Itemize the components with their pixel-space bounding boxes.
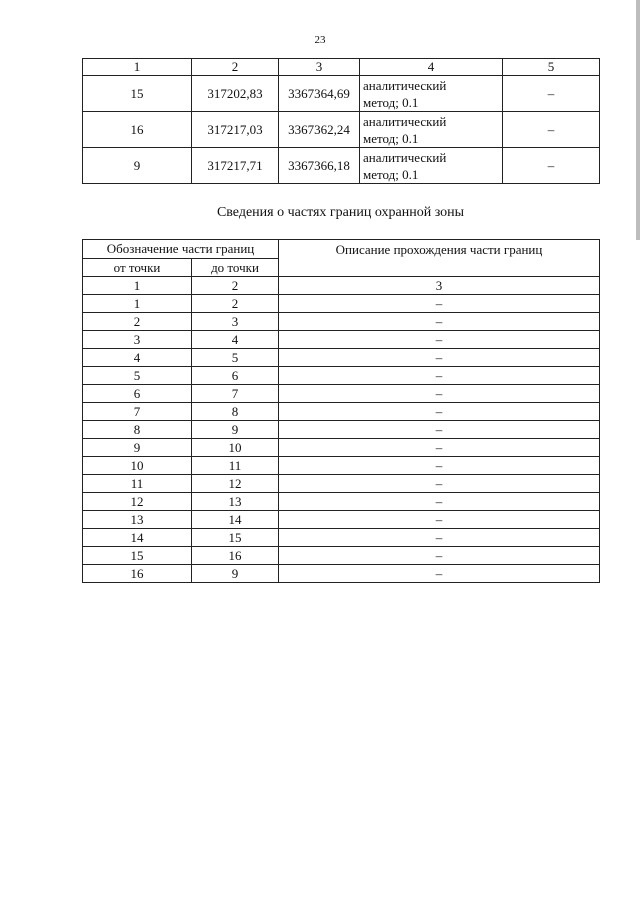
description-cell: – bbox=[279, 475, 600, 493]
from-point-cell: 14 bbox=[83, 529, 192, 547]
y-coordinate-cell: 3367362,24 bbox=[279, 112, 360, 148]
column-number: 2 bbox=[192, 59, 279, 76]
table-row bbox=[83, 295, 600, 313]
table-row bbox=[83, 76, 600, 112]
coordinates-table bbox=[82, 58, 600, 184]
table-row bbox=[83, 475, 600, 493]
table-row bbox=[83, 148, 600, 184]
to-point-cell: 7 bbox=[192, 385, 279, 403]
method-line: аналитический bbox=[363, 149, 447, 165]
table-row bbox=[83, 421, 600, 439]
description-cell: – bbox=[279, 331, 600, 349]
description-cell: – bbox=[279, 457, 600, 475]
to-point-cell: 16 bbox=[192, 547, 279, 565]
description-cell: – bbox=[279, 511, 600, 529]
point-number-cell: 9 bbox=[83, 148, 192, 184]
boundary-parts-column-numbers bbox=[83, 277, 600, 295]
description-cell: – bbox=[279, 349, 600, 367]
to-point-cell: 15 bbox=[192, 529, 279, 547]
table-row bbox=[83, 403, 600, 421]
page-number: 23 bbox=[314, 34, 326, 46]
to-point-cell: 5 bbox=[192, 349, 279, 367]
method-line: метод; 0.1 bbox=[363, 130, 419, 146]
from-point-cell: 12 bbox=[83, 493, 192, 511]
table-row bbox=[83, 547, 600, 565]
from-point-cell: 8 bbox=[83, 421, 192, 439]
table-row bbox=[83, 367, 600, 385]
note-cell: – bbox=[503, 112, 600, 148]
table-row bbox=[83, 349, 600, 367]
description-cell: – bbox=[279, 493, 600, 511]
x-coordinate-cell: 317217,03 bbox=[192, 112, 279, 148]
header-boundary-designation: Обозначение части границ bbox=[83, 240, 279, 259]
description-cell: – bbox=[279, 385, 600, 403]
description-cell: – bbox=[279, 403, 600, 421]
table-row bbox=[83, 493, 600, 511]
description-cell: – bbox=[279, 295, 600, 313]
to-point-cell: 10 bbox=[192, 439, 279, 457]
table-row bbox=[83, 385, 600, 403]
from-point-cell: 16 bbox=[83, 565, 192, 583]
description-cell: – bbox=[279, 421, 600, 439]
method-cell bbox=[360, 112, 503, 148]
from-point-cell: 10 bbox=[83, 457, 192, 475]
from-point-cell: 3 bbox=[83, 331, 192, 349]
header-to-point: до точки bbox=[192, 259, 279, 277]
header-boundary-description: Описание прохождения части границ bbox=[279, 240, 600, 277]
from-point-cell: 1 bbox=[83, 295, 192, 313]
table-row bbox=[83, 313, 600, 331]
method-line: метод; 0.1 bbox=[363, 166, 419, 182]
method-cell bbox=[360, 148, 503, 184]
table-row bbox=[83, 439, 600, 457]
boundary-parts-table bbox=[82, 239, 600, 583]
header-from-point: от точки bbox=[83, 259, 192, 277]
to-point-cell: 11 bbox=[192, 457, 279, 475]
description-cell: – bbox=[279, 565, 600, 583]
table-row bbox=[83, 511, 600, 529]
table-row bbox=[83, 529, 600, 547]
note-cell: – bbox=[503, 76, 600, 112]
to-point-cell: 8 bbox=[192, 403, 279, 421]
from-point-cell: 15 bbox=[83, 547, 192, 565]
to-point-cell: 9 bbox=[192, 565, 279, 583]
column-number: 5 bbox=[503, 59, 600, 76]
y-coordinate-cell: 3367366,18 bbox=[279, 148, 360, 184]
method-line: аналитический bbox=[363, 77, 447, 93]
table-row bbox=[83, 565, 600, 583]
description-cell: – bbox=[279, 547, 600, 565]
to-point-cell: 4 bbox=[192, 331, 279, 349]
to-point-cell: 3 bbox=[192, 313, 279, 331]
description-cell: – bbox=[279, 313, 600, 331]
column-number: 3 bbox=[279, 59, 360, 76]
column-number: 4 bbox=[360, 59, 503, 76]
to-point-cell: 6 bbox=[192, 367, 279, 385]
column-number: 1 bbox=[83, 277, 192, 295]
method-cell bbox=[360, 76, 503, 112]
from-point-cell: 5 bbox=[83, 367, 192, 385]
to-point-cell: 12 bbox=[192, 475, 279, 493]
point-number-cell: 15 bbox=[83, 76, 192, 112]
from-point-cell: 13 bbox=[83, 511, 192, 529]
column-number: 2 bbox=[192, 277, 279, 295]
description-cell: – bbox=[279, 529, 600, 547]
x-coordinate-cell: 317202,83 bbox=[192, 76, 279, 112]
to-point-cell: 9 bbox=[192, 421, 279, 439]
description-cell: – bbox=[279, 439, 600, 457]
point-number-cell: 16 bbox=[83, 112, 192, 148]
table-row bbox=[83, 331, 600, 349]
to-point-cell: 13 bbox=[192, 493, 279, 511]
from-point-cell: 6 bbox=[83, 385, 192, 403]
method-line: аналитический bbox=[363, 113, 447, 129]
to-point-cell: 2 bbox=[192, 295, 279, 313]
coordinates-table-header bbox=[83, 59, 600, 76]
method-line: метод; 0.1 bbox=[363, 94, 419, 110]
table-row bbox=[83, 457, 600, 475]
x-coordinate-cell: 317217,71 bbox=[192, 148, 279, 184]
note-cell: – bbox=[503, 148, 600, 184]
from-point-cell: 9 bbox=[83, 439, 192, 457]
from-point-cell: 2 bbox=[83, 313, 192, 331]
column-number: 1 bbox=[83, 59, 192, 76]
description-cell: – bbox=[279, 367, 600, 385]
column-number: 3 bbox=[279, 277, 600, 295]
from-point-cell: 11 bbox=[83, 475, 192, 493]
table-row bbox=[83, 112, 600, 148]
boundary-parts-header-row bbox=[83, 240, 600, 259]
y-coordinate-cell: 3367364,69 bbox=[279, 76, 360, 112]
from-point-cell: 4 bbox=[83, 349, 192, 367]
from-point-cell: 7 bbox=[83, 403, 192, 421]
to-point-cell: 14 bbox=[192, 511, 279, 529]
section-title: Сведения о частях границ охранной зоны bbox=[216, 205, 465, 220]
